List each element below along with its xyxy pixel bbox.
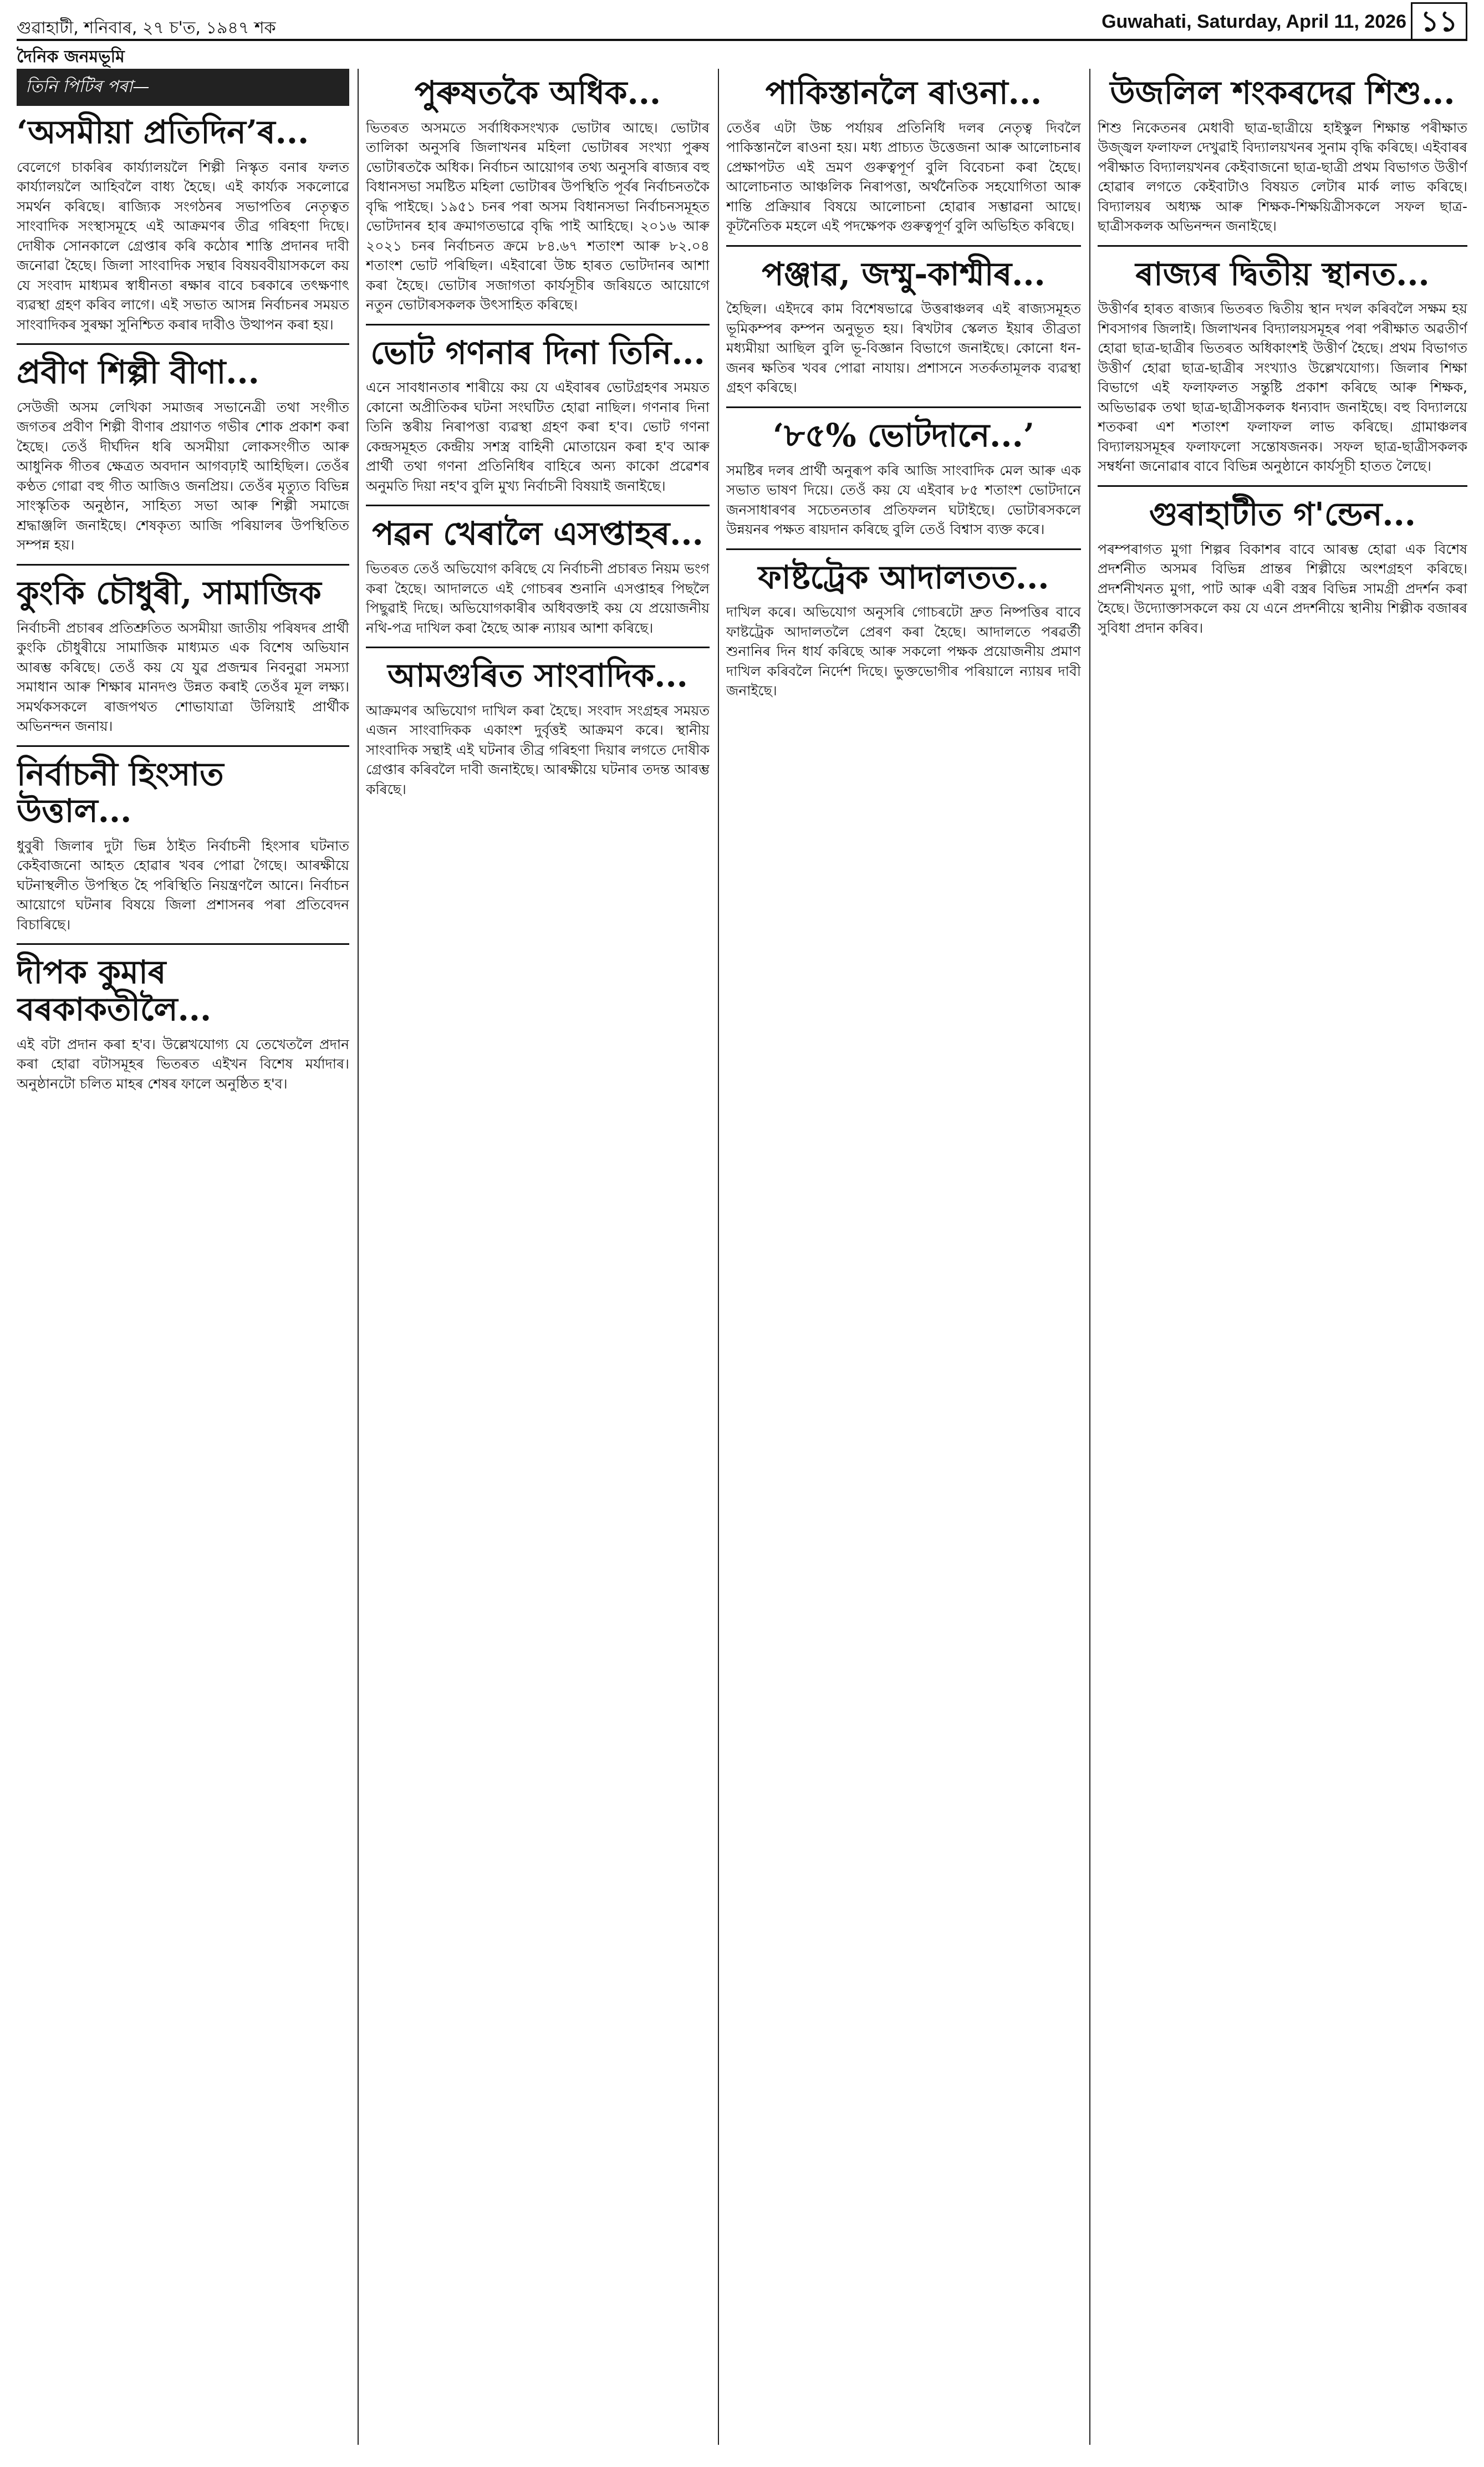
headline: পাকিস্তানলৈ ৰাওনা...: [765, 74, 1042, 111]
headline: প্ৰবীণ শিল্পী বীণা...: [17, 353, 259, 391]
headline: কুংকি চৌধুৰী, সামাজিক: [17, 573, 322, 612]
headline: ‘৮৫% ভোটদানে...’: [773, 416, 1034, 454]
divider: [1098, 485, 1467, 487]
column-3: [726, 69, 1081, 2445]
article-body: উত্তীৰ্ণৰ হাৰত ৰাজ্যৰ ভিতৰত দ্বিতীয় স্থান দখল কৰিবলৈ সক্ষম হয় শিবসাগৰ জিলাই। জিলাখনৰ বিদ্যালয়সমূহৰ পৰা পৰীক্ষাত অৱতীৰ্ণ হোৱা ছাত্ৰ-ছাত্ৰীৰ ভিতৰত অধিকাংশই উত্তীৰ্ণ হৈছে। প্ৰথম বিভাগত উত্তীৰ্ণ হোৱা ছাত্ৰ-ছাত্ৰীৰ সংখ্যাও উল্লেখযোগ্য। জিলাৰ শিক্ষা বিভাগে এই ফলাফলত সন্তুষ্টি প্ৰকাশ কৰিছে আৰু শিক্ষক, অভিভাৱক তথা ছাত্ৰ-ছাত্ৰীসকলক ধন্যবাদ জনাইছে। বহু বিদ্যালয়ে শতকৰা এশ শতাংশ ফলাফল লাভ কৰিছে। গ্ৰামাঞ্চলৰ বিদ্যালয়সমূহৰ ফলাফলো সন্তোষজনক। সফল ছাত্ৰ-ছাত্ৰীসকলক সম্বৰ্ধনা জনোৱাৰ বাবে বিভিন্ন অনুষ্ঠানে কাৰ্যসূচী হাতত লৈছে।: [1098, 301, 1467, 475]
article-body: পৰম্পৰাগত মুগা শিল্পৰ বিকাশৰ বাবে আৰম্ভ হোৱা এক বিশেষ প্ৰদৰ্শনীত অসমৰ বিভিন্ন প্ৰান্তৰ শিল্পীয়ে অংশগ্ৰহণ কৰিছে। প্ৰদৰ্শনীখনত মুগা, পাট আৰু এৰী বস্ত্ৰৰ বিভিন্ন সামগ্ৰী প্ৰদৰ্শন কৰা হৈছে। উদ্যোক্তাসকলে কয় যে এনে প্ৰদৰ্শনীয়ে স্থানীয় শিল্পীক বজাৰৰ সুবিধা প্ৰদান কৰিব।: [1098, 541, 1467, 636]
divider: [17, 564, 349, 566]
divider: [366, 505, 710, 506]
headline: গুৰাহাটীত গ'ন্ডেন...: [1149, 495, 1416, 533]
column-2: [366, 69, 710, 2445]
column-divider: [1089, 69, 1090, 2445]
article-body: হৈছিল। এইদৰে কাম বিশেষভাৱে উত্তৰাঞ্চলৰ এই ৰাজ্যসমূহত ভূমিকম্পৰ কম্পন অনুভূত হয়। ৰিখটাৰ স্কেলত ইয়াৰ তীব্ৰতা মধ্যমীয়া আছিল বুলি ভূ-বিজ্ঞান বিভাগে জনাইছে। কোনো ধন-জনৰ ক্ষতিৰ খবৰ পোৱা নাযায়। প্ৰশাসনে সতৰ্কতামূলক ব্যৱস্থা গ্ৰহণ কৰিছে।: [726, 301, 1081, 396]
divider: [726, 245, 1081, 247]
column-divider: [718, 69, 719, 2445]
divider: [17, 943, 349, 945]
divider: [726, 548, 1081, 550]
divider: [726, 406, 1081, 408]
article-body: সমষ্টিৰ দলৰ প্ৰাৰ্থী অনুৰূপ কৰি আজি সাংবাদিক মেল আৰু এক সভাত ভাষণ দিয়ে। তেওঁ কয় যে এইবাৰ ৮৫ শতাংশ ভোটদানে জনসাধাৰণৰ সচেতনতাৰ প্ৰতিফলন ঘটাইছে। ভোটাৰসকলে উন্নয়নৰ পক্ষত ৰায়দান কৰিছে বুলি তেওঁ বিশ্বাস ব্যক্ত কৰে।: [726, 462, 1081, 538]
article-body: এই বটা প্ৰদান কৰা হ'ব। উল্লেখযোগ্য যে তেখেতলৈ প্ৰদান কৰা হোৱা বটাসমূহৰ ভিতৰত এইখন বিশেষ মৰ্যাদাৰ। অনুষ্ঠানটো চলিত মাহৰ শেষৰ ফালে অনুষ্ঠিত হ'ব।: [17, 1036, 349, 1092]
divider: [17, 745, 349, 747]
headline: ৰাজ্যৰ দ্বিতীয় স্থানত...: [1135, 255, 1430, 293]
headline: পৱন খেৰালৈ এসপ্তাহৰ...: [372, 515, 703, 553]
headline: ফাষ্টট্ৰেক আদালতত...: [758, 558, 1049, 596]
article-body: বেলেগে চাকৰিৰ কাৰ্য্যালয়লৈ শিল্পী নিস্কৃত বনাৰ ফলত কাৰ্য্যালয়লৈ আহিবলৈ বাধ্য হৈছে। এই কাৰ্য্যক সকলোৱে সমৰ্থন কৰিছে। ৰাজ্যিক সংগঠনৰ সভাপতিৰ নেতৃত্বত সাংবাদিক সংস্থাসমূহে এই আক্ৰমণৰ তীব্ৰ গৰিহণা দিছে। দোষীক সোনকালে গ্ৰেপ্তাৰ কৰি কঠোৰ শাস্তি প্ৰদানৰ দাবী জনোৱা হৈছে। জিলা সাংবাদিক সন্থাৰ বিষয়ববীয়াসকলে কয় যে সংবাদ মাধ্যমৰ স্বাধীনতা ৰক্ষাৰ বাবে চৰকাৰে তৎক্ষণাৎ ব্যৱস্থা গ্ৰহণ কৰিব লাগে। এই সভাত আসন্ন নিৰ্বাচনৰ সময়ত সাংবাদিকৰ সুৰক্ষা সুনিশ্চিত কৰাৰ দাবীও উত্থাপন কৰা হয়।: [17, 159, 349, 333]
divider: [366, 324, 710, 325]
article-body: নিৰ্বাচনী প্ৰচাৰৰ প্ৰতিশ্ৰুতিত অসমীয়া জাতীয় পৰিষদৰ প্ৰাৰ্থী কুংকি চৌধুৰীয়ে সামাজিক মাধ্যমত এক বিশেষ অভিযান আৰম্ভ কৰিছে। তেওঁ কয় যে যুৱ প্ৰজন্মৰ নিবনুৱা সমস্যা সমাধান আৰু শিক্ষাৰ মানদণ্ড উন্নত কৰাই তেওঁৰ মূল লক্ষ্য। সমৰ্থকসকলে ৰাজপথত শোভাযাত্ৰা উলিয়াই প্ৰাৰ্থীক অভিনন্দন জনায়।: [17, 619, 349, 735]
article-body: ভিতৰত তেওঁ অভিযোগ কৰিছে যে নিৰ্বাচনী প্ৰচাৰত নিয়ম ভংগ কৰা হৈছে। আদালতে এই গোচৰৰ শুনানি এসপ্তাহৰ পিছলৈ পিছুৱাই দিছে। অভিযোগকাৰীৰ অধিবক্তাই কয় যে প্ৰয়োজনীয় নথি-পত্ৰ দাখিল কৰা হৈছে আৰু ন্যায়ৰ আশা কৰিছে।: [366, 561, 710, 636]
article-body: ধুবুৰী জিলাৰ দুটা ভিন্ন ঠাইত নিৰ্বাচনী হিংসাৰ ঘটনাত কেইবাজনো আহত হোৱাৰ খবৰ পোৱা গৈছে। আৰক্ষীয়ে ঘটনাস্থলীত উপস্থিত হৈ পৰিস্থিতি নিয়ন্ত্ৰণলৈ আনে। নিৰ্বাচন আয়োগে ঘটনাৰ বিষয়ে জিলা প্ৰশাসনৰ পৰা প্ৰতিবেদন বিচাৰিছে।: [17, 837, 349, 933]
article-body: এনে সাবধানতাৰ শাৰীয়ে কয় যে এইবাৰৰ ভোটগ্ৰহণৰ সময়ত কোনো অপ্ৰীতিকৰ ঘটনা সংঘটিত হোৱা নাছিল। গণনাৰ দিনা তিনি স্তৰীয় নিৰাপত্তা ব্যৱস্থা গ্ৰহণ কৰা হ'ব। ভোট গণনা কেন্দ্ৰসমূহত কেন্দ্ৰীয় সশস্ত্ৰ বাহিনী মোতায়েন কৰা হ'ব আৰু প্ৰাৰ্থী তথা গণনা প্ৰতিনিধিৰ বাহিৰে অন্য কাকো প্ৰৱেশৰ অনুমতি দিয়া নহ'ব বুলি মুখ্য নিৰ্বাচনী বিষয়াই জনাইছে।: [366, 379, 710, 494]
headline: উজলিল শংকৰদেৱ শিশু...: [1110, 74, 1455, 111]
divider: [17, 343, 349, 345]
article-body: দাখিল কৰে। অভিযোগ অনুসৰি গোচৰটো দ্ৰুত নিষ্পত্তিৰ বাবে ফাষ্টট্ৰেক আদালতলৈ প্ৰেৰণ কৰা হৈছে। আদালতে পৰৱৰ্তী শুনানিৰ দিন ধাৰ্য কৰিছে আৰু সকলো পক্ষক প্ৰয়োজনীয় প্ৰমাণ দাখিল কৰিবলৈ নিৰ্দেশ দিছে। ভুক্তভোগীৰ পৰিয়ালে ন্যায়ৰ দাবী জনাইছে।: [726, 604, 1081, 699]
section-tag: তিনি পিটিৰ পৰা—: [17, 69, 349, 106]
article-body: আক্ৰমণৰ অভিযোগ দাখিল কৰা হৈছে। সংবাদ সংগ্ৰহৰ সময়ত এজন সাংবাদিকক একাংশ দুৰ্বৃত্তই আক্ৰমণ কৰে। স্থানীয় সাংবাদিক সন্থাই এই ঘটনাৰ তীব্ৰ গৰিহণা দিয়াৰ লগতে দোষীক গ্ৰেপ্তাৰ কৰিবলৈ দাবী জনাইছে। আৰক্ষীয়ে ঘটনাৰ তদন্ত আৰম্ভ কৰিছে।: [366, 702, 710, 797]
date-assamese: গুৱাহাটী, শনিবাৰ, ২৭ চ'ত, ১৯৪৭ শক: [17, 18, 276, 38]
headline: পঞ্জাৱ, জম্মু-কাশ্মীৰ...: [762, 255, 1046, 293]
headline: ভোট গণনাৰ দিনা তিনি...: [370, 333, 705, 372]
date-english: Guwahati, Saturday, April 11, 2026: [1101, 11, 1406, 32]
column-divider: [358, 69, 359, 2445]
divider: [366, 647, 710, 648]
headline: আমগুৰিত সাংবাদিক...: [387, 657, 688, 695]
article-body: শিশু নিকেতনৰ মেধাবী ছাত্ৰ-ছাত্ৰীয়ে হাইস্কুল শিক্ষান্ত পৰীক্ষাত উজ্জ্বল ফলাফল দেখুৱাই বিদ্যালয়খনৰ সুনাম বৃদ্ধি কৰিছে। এইবাৰৰ পৰীক্ষাত বিদ্যালয়খনৰ কেইবাজনো ছাত্ৰ-ছাত্ৰী প্ৰথম বিভাগত উত্তীৰ্ণ হোৱাৰ লগতে কেইবাটাও বিষয়ত লেটাৰ মাৰ্ক লাভ কৰিছে। বিদ্যালয়ৰ অধ্যক্ষ আৰু শিক্ষক-শিক্ষয়িত্ৰীসকলে সফল ছাত্ৰ-ছাত্ৰীসকলক অভিনন্দন জনাইছে।: [1098, 119, 1467, 235]
headline: দীপক কুমাৰ বৰকাকতীলৈ...: [17, 953, 212, 1029]
headline: পুৰুষতকৈ অধিক...: [414, 74, 661, 111]
page-number: ১১: [1411, 2, 1467, 41]
column-1: [17, 69, 349, 2445]
headline: ‘অসমীয়া প্ৰতিদিন’ৰ...: [17, 113, 309, 151]
newspaper-brand: দৈনিক জনমভূমি: [17, 47, 125, 67]
masthead-bar: [17, 4, 1467, 41]
article-body: তেওঁৰ এটা উচ্চ পৰ্যায়ৰ প্ৰতিনিধি দলৰ নেতৃত্ব দিবলৈ পাকিস্তানলৈ ৰাওনা হয়। মধ্য প্ৰাচ্যত উত্তেজনা আৰু আলোচনাৰ প্ৰেক্ষাপটত এই ভ্ৰমণ গুৰুত্বপূৰ্ণ বুলি বিবেচনা কৰা হৈছে। আলোচনাত আঞ্চলিক নিৰাপত্তা, অৰ্থনৈতিক সহযোগিতা আৰু শান্তি প্ৰক্ৰিয়াৰ বিষয়ে আলোচনা হোৱাৰ সম্ভাৱনা আছে। কূটনৈতিক মহলে এই পদক্ষেপক গুৰুত্বপূৰ্ণ বুলি অভিহিত কৰিছে।: [726, 119, 1081, 235]
divider: [1098, 245, 1467, 247]
headline: নিৰ্বাচনী হিংসাত উত্তাল...: [17, 755, 224, 830]
article-body: ভিতৰত অসমতে সৰ্বাধিকসংখ্যক ভোটাৰ আছে। ভোটাৰ তালিকা অনুসৰি জিলাখনৰ মহিলা ভোটাৰৰ সংখ্যা পুৰুষ ভোটাৰতকৈ অধিক। নিৰ্বাচন আয়োগৰ তথ্য অনুসৰি ৰাজ্যৰ বহু বিধানসভা সমষ্টিত মহিলা ভোটাৰৰ উপস্থিতি পূৰ্বৰ নিৰ্বাচনতকৈ বৃদ্ধি পাইছে। ১৯৫১ চনৰ পৰা অসম বিধানসভা নিৰ্বাচনসমূহত ভোটদানৰ হাৰ ক্ৰমাগতভাৱে বৃদ্ধি পাই আহিছে। ২০১৬ আৰু ২০২১ চনৰ নিৰ্বাচনত ক্ৰমে ৮৪.৬৭ শতাংশ আৰু ৮২.০৪ শতাংশ ভোট পৰিছিল। এইবাৰো উচ্চ হাৰত ভোটদানৰ আশা কৰা হৈছে। ভোটাৰ সজাগতা কাৰ্যসূচীৰ জৰিয়তে আয়োগে নতুন ভোটাৰসকলক উৎসাহিত কৰিছে।: [366, 119, 710, 313]
column-4: [1098, 69, 1467, 2445]
article-body: সেউজী অসম লেখিকা সমাজৰ সভানেত্ৰী তথা সংগীত জগতৰ প্ৰবীণ শিল্পী বীণাৰ প্ৰয়াণত গভীৰ শোক প্ৰকাশ কৰা হৈছে। তেওঁ দীৰ্ঘদিন ধৰি অসমীয়া লোকসংগীত আৰু আধুনিক গীতৰ ক্ষেত্ৰত অবদান আগবঢ়াই আহিছিল। তেওঁৰ কণ্ঠত গোৱা বহু গীত আজিও জনপ্ৰিয়। তেওঁৰ মৃত্যুত বিভিন্ন সাংস্কৃতিক অনুষ্ঠান, সাহিত্য সভা আৰু শিল্পী সমাজে শ্ৰদ্ধাঞ্জলি জনাইছে। শেষকৃত্য আজি পৰিয়ালৰ উপস্থিতিত সম্পন্ন হয়।: [17, 399, 349, 553]
